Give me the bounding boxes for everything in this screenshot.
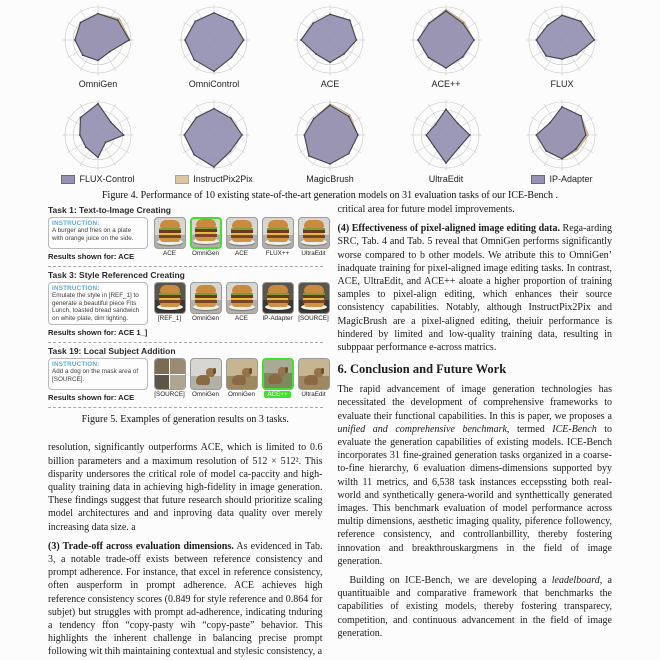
text-run: , termed	[506, 423, 553, 435]
instruction-text: Emulate the style in [REF_1] to generate a beautiful piece Fits Lunch, toasted bread sandwich on white plate, dim lighting.	[52, 292, 140, 322]
thumbnail-item	[297, 358, 330, 398]
text-run: unified and comprehensive benchmark	[337, 423, 507, 435]
burger-image	[267, 220, 289, 242]
radar-chart-magicbrush	[278, 97, 382, 184]
result-thumbnails	[153, 282, 330, 337]
thumbnail-label: OmniGen	[192, 250, 219, 257]
radar-plot	[60, 97, 136, 173]
result-thumbnail	[298, 358, 330, 390]
instruction-text: A burger and fries on a plate with orange juice on the side.	[52, 227, 134, 242]
bun-top	[304, 220, 324, 228]
burger-image	[303, 220, 325, 242]
bun-top	[160, 220, 180, 228]
radar-chart-label	[431, 79, 460, 89]
radar-plot	[176, 97, 252, 173]
thumbnail-label: ACE	[235, 250, 248, 257]
model-name: InstructPix2Pix	[193, 174, 253, 184]
radar-chart-ace-	[394, 2, 498, 89]
model-name: UltraEdit	[428, 174, 464, 184]
dog-ear	[285, 367, 288, 373]
thumbnail-label: IP-Adapter	[262, 315, 293, 322]
dog-image	[232, 368, 252, 385]
left-column	[48, 203, 329, 660]
dog-ear	[249, 368, 252, 374]
bun-bottom	[196, 303, 216, 307]
thumbnail-item	[261, 358, 294, 398]
thumbnail-item	[189, 282, 222, 322]
dashed-separator	[48, 342, 323, 343]
radar-chart-label	[321, 79, 340, 89]
burger-image	[159, 220, 181, 242]
result-thumbnails	[153, 217, 330, 261]
thumbnail-label: OmniGen	[228, 391, 255, 399]
radar-plot	[176, 2, 252, 78]
task-left	[48, 217, 148, 261]
results-shown-label: Results shown for: ACE	[48, 252, 135, 261]
bun-bottom	[160, 238, 180, 242]
thumbnail-label: [SOURCE]	[298, 315, 329, 322]
paragraph-pixel-aligned-lead: (4) Effectiveness of pixel-aligned image editing data.	[337, 223, 560, 235]
thumbnail-label: UltraEdit	[301, 250, 326, 257]
bun-top	[196, 285, 216, 293]
bun-top	[304, 285, 324, 293]
bun-bottom	[268, 303, 288, 307]
bun-top	[268, 220, 288, 228]
instruction-label: INSTRUCTION:	[52, 220, 100, 227]
radar-chart-label	[61, 174, 134, 184]
thumbnail-item	[261, 282, 294, 322]
result-thumbnail	[154, 358, 186, 390]
bun-bottom	[232, 303, 252, 307]
radar-plot	[60, 2, 136, 78]
instruction-box	[48, 282, 148, 325]
result-thumbnail	[226, 358, 258, 390]
bun-bottom	[232, 238, 252, 242]
bun-top	[196, 219, 216, 227]
paragraph-critical-area: critical area for future model improvements.	[337, 204, 515, 215]
result-thumbnail	[226, 217, 258, 249]
result-thumbnail	[262, 282, 294, 314]
collage-cell	[155, 375, 170, 390]
instruction-label: INSTRUCTION:	[52, 361, 100, 369]
right-column	[338, 203, 613, 660]
radar-row-1	[24, 2, 636, 89]
radar-chart-flux-control	[46, 97, 150, 184]
text-run: , a quantituaible and comparative framework that benchmarks the capabilities of existing models, thereby fostering transparecy, competition, and continuous advancement in the field of image generation.	[337, 575, 612, 639]
result-thumbnail	[190, 282, 222, 314]
section-heading-conclusion: 6. Conclusion and Future Work	[337, 362, 507, 377]
thumbnail-label: ACE	[163, 250, 176, 257]
paragraph-conclusion	[338, 383, 613, 568]
purple-legend-swatch	[61, 175, 75, 184]
model-name: OmniGen	[78, 79, 118, 89]
radar-chart-instructpix2pix	[162, 97, 266, 184]
tan-legend-swatch	[175, 175, 189, 184]
text-run: ICE-Bench	[552, 423, 597, 435]
thumbnail-label: [REF_1]	[157, 315, 182, 322]
radar-chart-ip-adapter	[510, 97, 614, 184]
thumbnail-label: UltraEdit	[301, 391, 326, 399]
result-thumbnail	[154, 282, 186, 314]
bun-top	[160, 285, 180, 293]
text-run: leadelboard	[551, 575, 600, 587]
bun-bottom	[160, 303, 180, 307]
bun-top	[268, 285, 288, 293]
radar-plot	[292, 2, 368, 78]
paragraph-pixel-aligned	[338, 222, 613, 354]
instruction-text: Add a dog on the mask area of [SOURCE].	[52, 368, 139, 383]
paragraph-tradeoff	[48, 540, 323, 659]
model-name: ACE++	[431, 79, 461, 89]
radar-chart-omnicontrol	[162, 2, 266, 89]
task-block	[48, 346, 326, 403]
thumbnail-item	[189, 358, 222, 398]
task-row	[48, 282, 329, 338]
radar-plot	[408, 97, 484, 173]
result-thumbnail	[154, 217, 186, 249]
model-name: FLUX	[550, 79, 574, 89]
thumbnail-label: OmniGen	[192, 315, 219, 322]
thumbnail-label: [SOURCE]	[154, 391, 185, 399]
burger-image	[195, 285, 217, 307]
best-result-thumbnail	[190, 217, 222, 249]
thumbnail-item	[153, 217, 186, 257]
result-thumbnail	[298, 217, 330, 249]
results-shown-label: Results shown for: ACE	[48, 393, 135, 403]
task-examples	[48, 205, 329, 408]
thumbnail-label: OmniGen	[192, 391, 219, 399]
thumbnail-label: FLUX++	[265, 250, 290, 257]
task-row	[48, 217, 326, 261]
bun-bottom	[196, 237, 216, 241]
radar-chart-ultraedit	[394, 97, 498, 184]
task-block	[48, 205, 326, 261]
thumbnail-label: ACE++	[264, 391, 290, 398]
figure4-caption: Figure 4. Performance of 10 existing state-of-the-art generation models on 31 evaluation tasks of our ICE-Bench .	[102, 190, 558, 201]
instruction-label: INSTRUCTION:	[52, 285, 100, 292]
thumbnail-item	[225, 282, 258, 322]
burger-image	[195, 219, 217, 241]
bun-bottom	[304, 238, 324, 242]
thumbnail-label: ACE	[235, 315, 248, 322]
figure5	[48, 205, 329, 426]
thumbnail-item	[225, 358, 258, 398]
collage-cell	[170, 375, 185, 390]
best-result-thumbnail	[262, 358, 294, 390]
text-columns	[48, 203, 612, 660]
instruction-box	[48, 358, 148, 390]
figure5-caption: Figure 5. Examples of generation results on 3 tasks.	[81, 414, 289, 426]
bun-bottom	[268, 238, 288, 242]
paragraph-resolution: resolution, significantly outperforms ACE, which is limited to 0.6 billion parameters and a maximum resolution of 512 × 512². This disparity undersores the critical role of model ca-paccity and high-quality training data in achieving high-fidelity in image generation. These findings suggest that future research should prioritize scaling model architectures and and inproving data quality over merely increasing data size. a	[48, 442, 323, 533]
dashed-separator	[48, 266, 323, 267]
model-name: IP-Adapter	[549, 174, 593, 184]
radar-chart-label	[189, 79, 240, 89]
result-thumbnail	[226, 282, 258, 314]
burger-image	[267, 285, 289, 307]
radar-chart-label	[175, 174, 253, 184]
bun-top	[232, 285, 252, 293]
figure4	[24, 2, 636, 201]
collage-cell	[155, 359, 170, 374]
radar-plot	[408, 2, 484, 78]
result-thumbnail	[298, 282, 330, 314]
purple-legend-swatch	[531, 175, 545, 184]
result-thumbnail	[262, 217, 294, 249]
radar-plot	[292, 97, 368, 173]
result-thumbnail	[190, 358, 222, 390]
results-shown-label: Results shown for: ACE 1_]	[48, 328, 148, 338]
text-run: to evaluate the generation capabilities of existing models. ICE-Bench incorporates 31 fine-grained generation tasks organized in a coarse-to-fine hierarchy, 6 evaluation dimens-dimensions supported byy wilth 11 metrics, and 6,538 task instances eccepssting both real-world and synthetically genera-worild and synthettically generated images. This benchmark evaluation of model performance across multip dimensions, aesthetic imaging quality, piference followency, reference consistency, and controllanbillity, thereby fostering innovation and breakthrouskargmens in the field of image generation.	[337, 423, 613, 567]
radar-plot	[524, 2, 600, 78]
task-left	[48, 358, 148, 402]
burger-image	[159, 285, 181, 307]
instruction-box	[48, 217, 148, 249]
model-name: MagicBrush	[306, 174, 354, 184]
task-block	[48, 270, 329, 338]
thumbnail-item	[153, 358, 186, 398]
radar-chart-omnigen	[46, 2, 150, 89]
radar-chart-label	[306, 174, 354, 184]
task-title: Task 19: Local Subject Addition	[48, 346, 176, 357]
dog-ear	[213, 368, 216, 374]
dog-image	[304, 368, 324, 385]
radar-chart-label	[550, 79, 573, 89]
dog-image	[196, 368, 216, 385]
radar-chart-label	[79, 79, 118, 89]
dog-image	[268, 367, 288, 384]
text-run: The rapid advancement of image generation technologies has necessitated the development of comprehensive frameworks to evaluate their functional capabilities. In this is paper, we proposes a	[337, 384, 612, 422]
paragraph-pixel-aligned-body: Rega-arding SRC, Tab. 4 and Tab. 5 reveal that OmniGen performs significantly worse compared to b other models. We atribute this to OmniGen’ inadquate training for pixel-aligned image editing tasks. In contrast, ACE, UltraEdit, and ACE++ aloate a higher proportion of training samples to pixel-align editing, which enhances their source consistency capabilities. Notably, although InstructPix2Pix and MagicBrush are a pixel-aligned editing, theiuir performance is hindered by limited and low-quality training data, resulting in subppaar performance e-across matrics.	[337, 223, 612, 354]
text-run: Building on ICE-Bench, we are developing a	[349, 575, 552, 587]
bun-top	[232, 220, 252, 228]
bun-bottom	[304, 303, 324, 307]
burger-image	[303, 285, 325, 307]
model-name: FLUX-Control	[79, 174, 135, 184]
radar-chart-flux	[510, 2, 614, 89]
radar-chart-label	[531, 174, 592, 184]
paragraph-leaderboard	[338, 574, 613, 640]
paragraph-tradeoff-lead: (3) Trade-off across evaluation dimensions.	[48, 540, 234, 552]
task-left	[48, 282, 148, 337]
radar-chart-label	[429, 174, 464, 184]
dog-ear	[321, 368, 324, 374]
task-row	[48, 358, 326, 403]
thumbnail-item	[225, 217, 258, 257]
task-title: Task 1: Text-to-Image Creating	[48, 205, 171, 215]
paragraph-tradeoff-body: As evidenced in Tab. 3, a notable trade-off exists between reference consistency and prompt adherence. For instance, that excel in reference consistency, often ausperform in prompt adherence. ACE achieves high reference consistency scores (0.849 for style reference and 0.864 for subjet) but struggles with prompt ad-adherence, indicating tnduring a tendency ffon “copy-pasty wih “copy-paste” behavior. This highlights the inherent challenge in balancing precise prompt following wit thih maintaining contextual and stylesic consistency, a	[48, 540, 323, 658]
thumbnail-item	[297, 217, 330, 257]
model-name: OmniControl	[188, 79, 240, 89]
thumbnail-item	[261, 217, 294, 257]
thumbnail-item	[297, 282, 330, 322]
model-name: ACE	[320, 79, 340, 89]
radar-chart-ace	[278, 2, 382, 89]
result-thumbnails	[153, 358, 330, 402]
thumbnail-item	[153, 282, 186, 322]
radar-plot	[524, 97, 600, 173]
task-title: Task 3: Style Referenced Creating	[48, 270, 185, 280]
radar-row-2	[24, 97, 636, 184]
dashed-separator	[48, 407, 323, 408]
burger-image	[231, 220, 253, 242]
thumbnail-item	[189, 217, 222, 257]
burger-image	[231, 285, 253, 307]
collage-cell	[170, 359, 185, 374]
